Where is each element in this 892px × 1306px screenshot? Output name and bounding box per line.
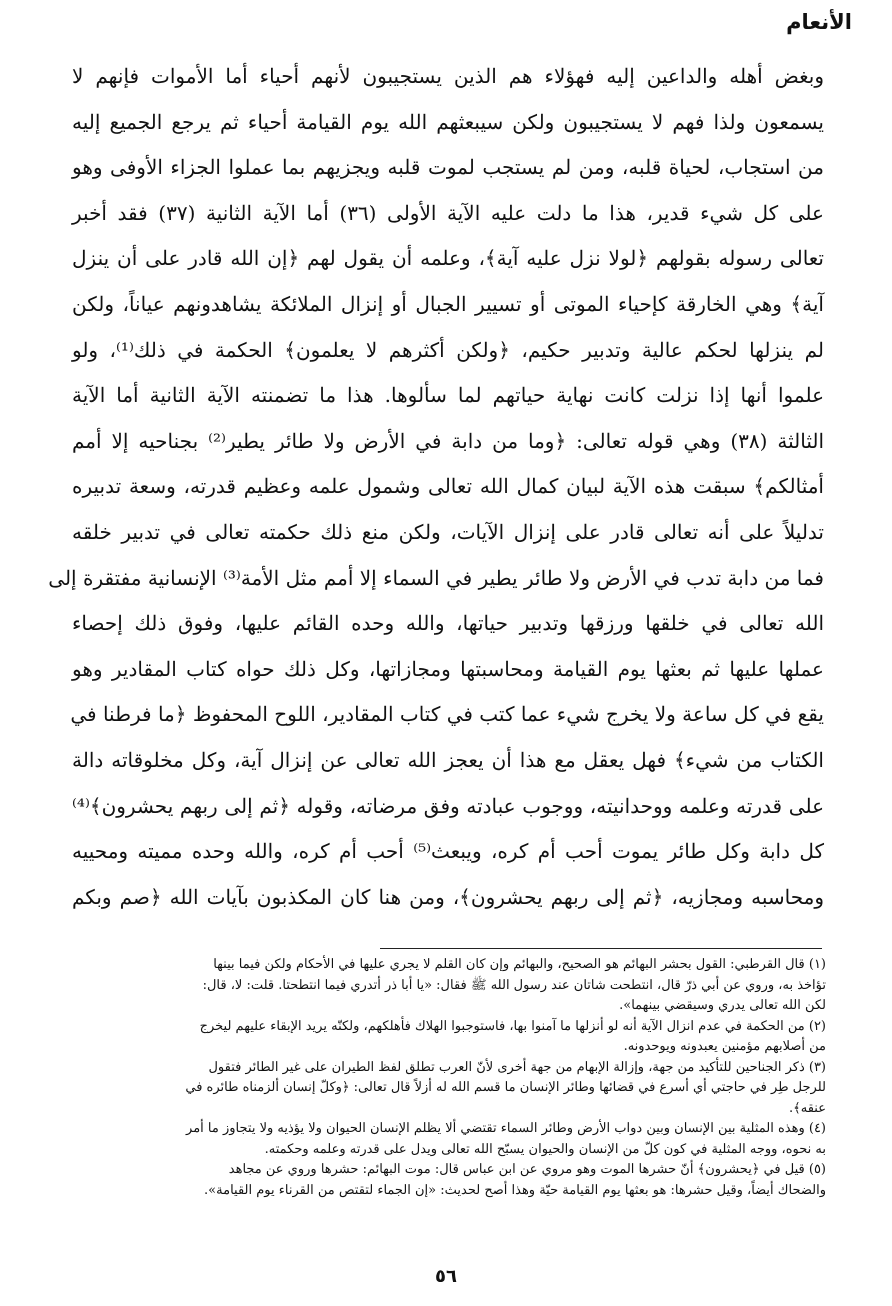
body-line: على كل شيء قدير، هذا ما دلت عليه الآية الأولى (٣٦) أما الآية الثانية (٣٧) فقد أخبر — [72, 200, 824, 225]
body-line: أمثالكم﴾ سبقت هذه الآية لبيان كمال الله تعالى وشمول علمه وعظيم قدرته، وسعة تدبيره — [72, 474, 824, 499]
main-body-text — [48, 54, 824, 920]
footnote-line: للرجل طِر في حاجتي أي أسرع في قضائها وطائر الإنسان ما قسم الله له أزلاً قال تعالى: ﴿وكلّ إنسان ألزمناه طائره في — [185, 1080, 826, 1095]
body-line: الثالثة (٣٨) وهي قوله تعالى: ﴿وما من دابة في الأرض ولا طائر يطير⁽²⁾ بجناحيه إلا أمم — [72, 428, 824, 453]
body-line: يسمعون ولذا فهم لا يستجيبون ولكن سيبعثهم الله يوم القيامة أحياء ثم يرجع الجميع إليه — [72, 109, 824, 134]
footnote-line: (١) قال القرطبي: القول بحشر البهائم هو الصحيح، والبهائم وإن كان القلم لا يجري عليها في الأحكام ولكن فيما بينها — [213, 957, 826, 972]
footnote-line: تؤاخذ به، وروي عن أبي ذرّ قال، انتطحت شاتان عند رسول الله ﷺ فقال: «يا أبا ذر أتدري فيما انتطحتا. قلت: لا، قال: — [202, 977, 826, 993]
footnotes — [68, 955, 826, 1201]
footnote-separator — [380, 948, 822, 949]
footnote-line: (٣) ذكر الجناحين للتأكيد من جهة، وإزالة الإبهام من جهة أخرى لأنّ العرب تطلق لفظ الطيران على غير الطائر فتقول — [208, 1059, 826, 1075]
footnote-line: والضحاك أيضاً، وقيل حشرها: هو بعثها يوم القيامة حيّة وهذا أصح لحديث: «إن الجماء لتقتص من القرناء يوم القيامة». — [204, 1182, 826, 1198]
body-line: الله تعالى في خلقها ورزقها وتدبير حياتها، والله وحده القائم عليها، وفوق ذلك إحصاء — [72, 611, 824, 636]
body-line: علموا أنها إذا نزلت كانت نهاية حياتهم لما سألوها. هذا ما تضمنته الآية الثانية أما الآية — [72, 383, 824, 408]
body-line: على قدرته وعلمه ووحدانيته، ووجوب عبادته وفق مرضاته، وقوله ﴿ثم إلى ربهم يحشرون﴾⁽⁴⁾ — [72, 793, 824, 818]
body-line: كل دابة وكل طائر يموت أحب أم كره، ويبعث⁽⁵⁾ أحب أم كره، والله وحده مميته ومحييه — [72, 839, 824, 864]
body-line: تعالى رسوله بقولهم ﴿لولا نزل عليه آية﴾، وعلمه أن يقول لهم ﴿إن الله قادر على أن ينزل — [72, 246, 824, 271]
body-line: يقع في كل ساعة ولا يخرج شيء عما كتب في كتاب المقادير، اللوح المحفوظ ﴿ما فرطنا في — [70, 702, 824, 727]
body-line: فما من دابة تدب في الأرض ولا طائر يطير في السماء إلا أمم مثل الأمة⁽³⁾ الإنسانية مفتقرة إلى — [48, 565, 824, 590]
footnote-line: به نحوه، ووجه المثلية في كون كلّ من الإنسان والحيوان يسبّح الله تعالى ويدل على قدرته وعلمه وحكمته. — [264, 1141, 826, 1157]
footnote-line: (٥) قيل في ﴿يحشرون﴾ أنّ حشرها الموت وهو مروي عن ابن عباس قال: موت البهائم: حشرها وروي عن مجاهد — [228, 1162, 826, 1177]
body-line: من استجاب، لحياة قلبه، ومن لم يستجب لموت قلبه ويجزيهم بما عملوا الجزاء الأوفى وهو — [72, 155, 824, 180]
body-line: ومحاسبه ومجازيه، ﴿ثم إلى ربهم يحشرون﴾، ومن هنا كان المكذبون بآيات الله ﴿صم وبكم — [72, 884, 824, 909]
body-line: الكتاب من شيء﴾ فهل يعقل مع هذا أن يعجز الله تعالى عن إنزال آية، وكل مخلوقاته دالة — [72, 747, 824, 772]
footnote-line: لكن الله تعالى يدري وسيقضي بينهما». — [619, 998, 826, 1013]
footnote-line: (٤) وهذه المثلية بين الإنسان وبين دواب الأرض وطائر السماء تقتضي ألا يظلم الإنسان الحيوان ولا يؤذيه ولا يتجاوز ما أمر — [186, 1121, 826, 1136]
page-number: ٥٦ — [435, 1266, 457, 1287]
body-line: آية﴾ وهي الخارقة كإحياء الموتى أو تسيير الجبال أو إنزال الملائكة يشاهدونهم عياناً، ولكن — [72, 291, 824, 316]
footnote-line: عنقه﴾. — [789, 1100, 826, 1116]
footnote-line: من أصلابهم مؤمنين يعبدونه ويوحدونه. — [623, 1039, 826, 1054]
body-line: عملها عليها ثم بعثها يوم القيامة ومحاسبتها ومجازاتها، وكل ذلك حواه كتاب المقادير وهو — [72, 656, 824, 681]
footnote-line: (٢) من الحكمة في عدم انزال الآية أنه لو أنزلها ما آمنوا بها، فاستوجبوا الهلاك فأهلكهم، ولكنّه يريد الإبقاء عليهم ليخرج — [199, 1018, 826, 1034]
body-line: تدليلاً على أنه تعالى قادر على إنزال الآيات، ولكن منع ذلك حكمته تعالى في تدبير خلقه — [72, 519, 824, 544]
body-line: لم ينزلها لحكم عالية وتدبير حكيم، ﴿ولكن أكثرهم لا يعلمون﴾ الحكمة في ذلك⁽¹⁾، ولو — [72, 337, 824, 362]
running-header: الأنعام — [786, 10, 852, 34]
body-line: وبغض أهله والداعين إليه فهؤلاء هم الذين يستجيبون لأنهم أحياء أما الأموات فإنهم لا — [72, 64, 824, 88]
